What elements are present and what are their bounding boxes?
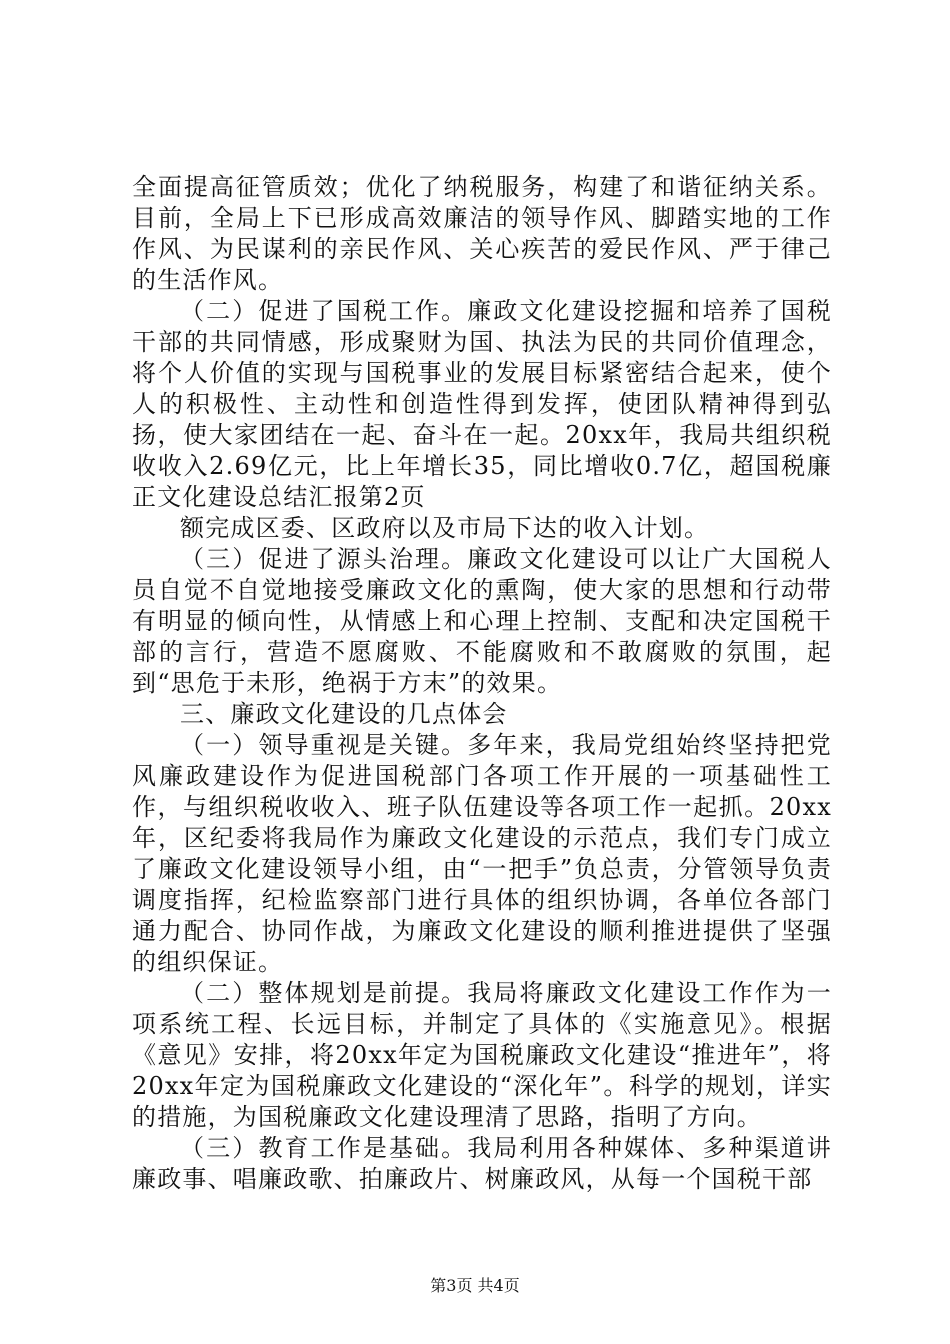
paragraph-7: （二）整体规划是前提。我局将廉政文化建设工作作为一项系统工程、长远目标，并制定了具体的《实施意见》。根据《意见》安排，将20xx年定为国税廉政文化建设“推进年”，将20xx年定为国税廉政文化建设的“深化年”。科学的规划，详实的措施，为国税廉政文化建设理清了思路，指明了方向。 <box>132 979 832 1131</box>
document-body <box>132 172 832 1195</box>
paragraph-2: （二）促进了国税工作。廉政文化建设挖掘和培养了国税干部的共同情感，形成聚财为国、执法为民的共同价值理念，将个人价值的实现与国税事业的发展目标紧密结合起来，使个人的积极性、主动性和创造性得到发挥，使团队精神得到弘扬，使大家团结在一起、奋斗在一起。20xx年，我局共组织税收收入2.69亿元，比上年增长35，同比增收0.7亿，超国税廉正文化建设总结汇报第2页 <box>132 297 832 511</box>
section-heading: 三、廉政文化建设的几点体会 <box>180 700 508 728</box>
paragraph-8: （三）教育工作是基础。我局利用各种媒体、多种渠道讲廉政事、唱廉政歌、拍廉政片、树廉政风，从每一个国税干部 <box>132 1134 832 1193</box>
paragraph-4: （三）促进了源头治理。廉政文化建设可以让广大国税人员自觉不自觉地接受廉政文化的熏陶，使大家的思想和行动带有明显的倾向性，从情感上和心理上控制、支配和决定国税干部的言行，营造不愿腐败、不能腐败和不敢腐败的氛围，起到“思危于未形，绝祸于方末”的效果。 <box>132 545 832 697</box>
paragraph-3: 额完成区委、区政府以及市局下达的收入计划。 <box>180 514 710 542</box>
page-footer: 第3页 共4页 <box>430 1276 520 1295</box>
paragraph-1: 全面提高征管质效；优化了纳税服务，构建了和谐征纳关系。目前，全局上下已形成高效廉洁的领导作风、脚踏实地的工作作风、为民谋利的亲民作风、关心疾苦的爱民作风、严于律己的生活作风。 <box>132 173 832 294</box>
paragraph-6: （一）领导重视是关键。多年来，我局党组始终坚持把党风廉政建设作为促进国税部门各项工作开展的一项基础性工作，与组织税收收入、班子队伍建设等各项工作一起抓。20xx年，区纪委将我局作为廉政文化建设的示范点，我们专门成立了廉政文化建设领导小组，由“一把手”负总责，分管领导负责调度指挥，纪检监察部门进行具体的组织协调，各单位各部门通力配合、协同作战，为廉政文化建设的顺利推进提供了坚强的组织保证。 <box>132 731 832 976</box>
